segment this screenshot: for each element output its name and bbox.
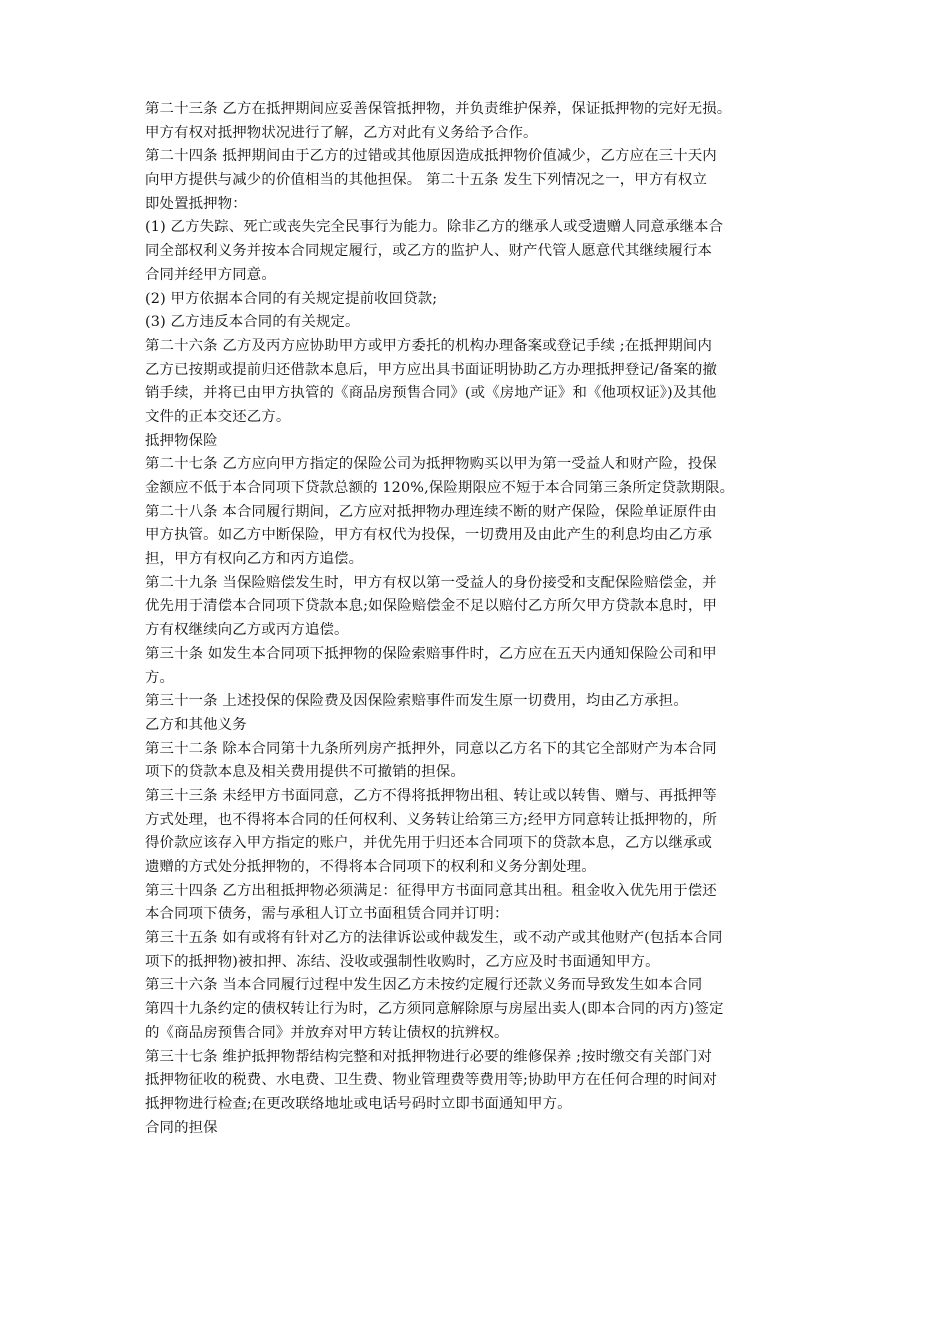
- text-line: (2) 甲方依据本合同的有关规定提前收回贷款;: [145, 290, 438, 307]
- text-line: 担，甲方有权向乙方和丙方追偿。: [145, 551, 364, 568]
- text-line: 第三十一条 上述投保的保险费及因保险索赔事件而发生原一切费用，均由乙方承担。: [145, 693, 688, 710]
- text-line: 第二十三条 乙方在抵押期间应妥善保管抵押物，并负责维护保养，保证抵押物的完好无损。: [145, 101, 732, 117]
- text-line: 项下的贷款本息及相关费用提供不可撤销的担保。: [145, 764, 465, 781]
- text-line: 同全部权利义务并按本合同规定履行，或乙方的监护人、财产代管人愿意代其继续履行本: [145, 243, 713, 260]
- text-line: 第三十五条 如有或将有针对乙方的法律诉讼或仲裁发生，或不动产或其他财产(包括本合同: [145, 930, 723, 947]
- text-line: 抵押物征收的税费、水电费、卫生费、物业管理费等费用等;协助甲方在任何合理的时间对: [145, 1072, 718, 1089]
- text-line: 得价款应该存入甲方指定的账户，并优先用于归还本合同项下的贷款本息，乙方以继承或: [145, 835, 713, 852]
- section-heading: 乙方和其他义务: [145, 716, 247, 733]
- text-line: 文件的正本交还乙方。: [145, 408, 291, 425]
- text-line: 甲方执管。如乙方中断保险，甲方有权代为投保，一切费用及由此产生的利息均由乙方承: [145, 527, 713, 544]
- text-line: 第三十四条 乙方出租抵押物必须满足：征得甲方书面同意其出租。租金收入优先用于偿还: [145, 882, 717, 899]
- text-line: 第二十七条 乙方应向甲方指定的保险公司为抵押物购买以甲为第一受益人和财产险，投保: [145, 456, 717, 473]
- text-line: 本合同项下债务，需与承租人订立书面租赁合同并订明：: [145, 906, 509, 923]
- text-line: 第二十八条 本合同履行期间，乙方应对抵押物办理连续不断的财产保险，保险单证原件由: [145, 503, 717, 520]
- text-line: 第三十二条 除本合同第十九条所列房产抵押外，同意以乙方名下的其它全部财产为本合同: [145, 740, 717, 757]
- text-line: 第四十九条约定的债权转让行为时，乙方须同意解除原与房屋出卖人(即本合同的丙方)签定: [145, 1001, 724, 1018]
- text-line: 向甲方提供与减少的价值相当的其他担保。 第二十五条 发生下列情况之一，甲方有权立: [145, 172, 707, 189]
- text-line: 遗赠的方式处分抵押物的，不得将本合同项下的权利和义务分割处理。: [145, 859, 596, 875]
- section-heading: 合同的担保: [145, 1119, 218, 1136]
- text-line: 销手续，并将已由甲方执管的《商品房预售合同》(或《房地产证》和《他项权证》)及其他: [145, 385, 717, 402]
- text-line: (3) 乙方违反本合同的有关规定。: [145, 314, 360, 331]
- text-line: 甲方有权对抵押物状况进行了解，乙方对此有义务给予合作。: [145, 124, 538, 141]
- text-line: 第三十七条 维护抵押物帮结构完整和对抵押物进行必要的维修保养 ;按时缴交有关部门对: [145, 1048, 712, 1065]
- text-line: 方式处理，也不得将本合同的任何权利、义务转让给第三方;经甲方同意转让抵押物的，所: [145, 811, 718, 828]
- text-line: 的《商品房预售合同》并放弃对甲方转让债权的抗辨权。: [145, 1024, 509, 1041]
- text-line: 方有权继续向乙方或丙方追偿。: [145, 622, 349, 639]
- text-line: 即处置抵押物：: [145, 195, 247, 212]
- text-line: 抵押物进行检查;在更改联络地址或电话号码时立即书面通知甲方。: [145, 1095, 572, 1112]
- text-line: (1) 乙方失踪、死亡或丧失完全民事行为能力。除非乙方的继承人或受遗赠人同意承继本合: [145, 219, 724, 236]
- text-line: 方。: [145, 669, 175, 686]
- text-line: 第三十条 如发生本合同项下抵押物的保险索赔事件时，乙方应在五天内通知保险公司和甲: [145, 645, 717, 662]
- text-line: 合同并经甲方同意。: [145, 266, 276, 283]
- text-line: 优先用于清偿本合同项下贷款本息;如保险赔偿金不足以赔付乙方所欠甲方贷款本息时，甲: [145, 598, 718, 615]
- text-line: 第三十三条 未经甲方书面同意，乙方不得将抵押物出租、转让或以转售、赠与、再抵押等: [145, 787, 717, 804]
- text-line: 第三十六条 当本合同履行过程中发生因乙方未按约定履行还款义务而导致发生如本合同: [145, 977, 703, 994]
- text-line: 第二十九条 当保险赔偿发生时，甲方有权以第一受益人的身份接受和支配保险赔偿金，并: [145, 574, 717, 591]
- text-line: 项下的抵押物)被扣押、冻结、没收或强制性收购时，乙方应及时书面通知甲方。: [145, 953, 660, 970]
- text-line: 金额应不低于本合同项下贷款总额的 120%,保险期限应不短于本合同第三条所定贷款期限。: [145, 480, 735, 496]
- text-line: 第二十四条 抵押期间由于乙方的过错或其他原因造成抵押物价值减少，乙方应在三十天内: [145, 148, 717, 165]
- document-body: [145, 98, 815, 1140]
- text-line: 第二十六条 乙方及丙方应协助甲方或甲方委托的机构办理备案或登记手续 ;在抵押期间内: [145, 337, 712, 354]
- section-heading: 抵押物保险: [145, 432, 218, 449]
- text-line: 乙方已按期或提前归还借款本息后，甲方应出具书面证明协助乙方办理抵押登记/备案的撤: [145, 361, 718, 378]
